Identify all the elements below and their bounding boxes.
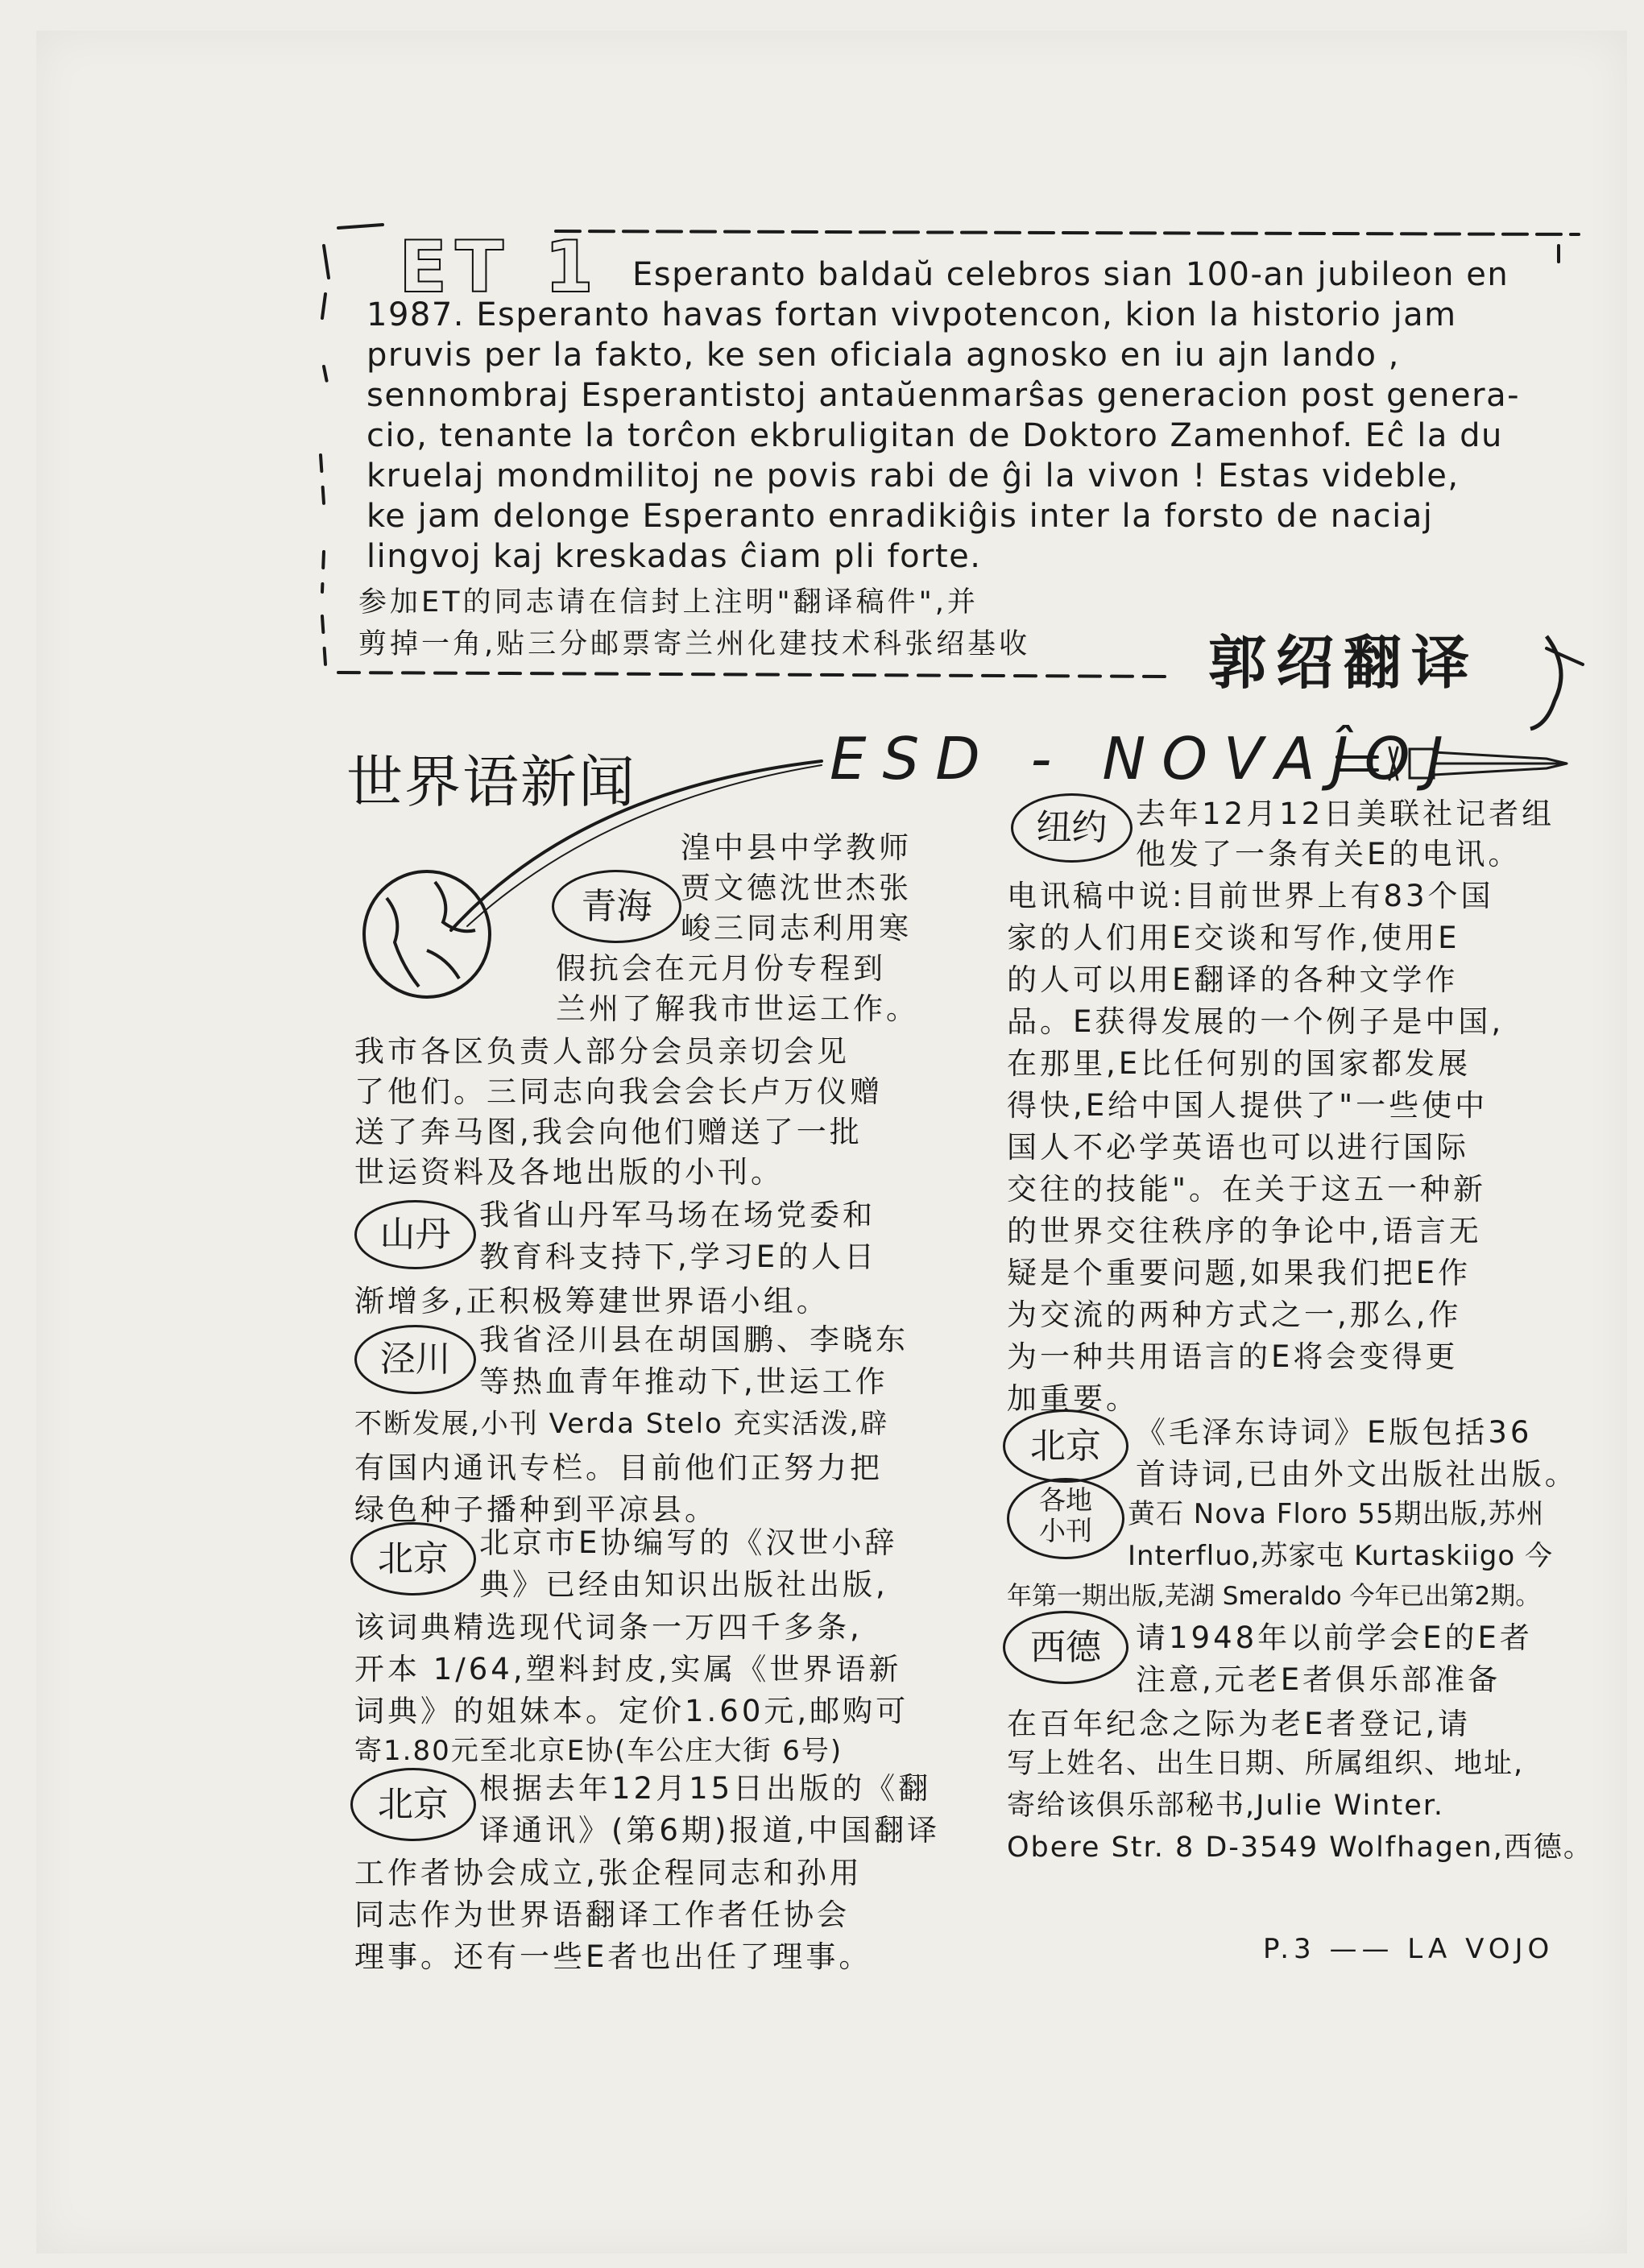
news-line: Obere Str. 8 D-3549 Wolfhagen,西德。: [1007, 1831, 1593, 1864]
news-line: 加重要。: [1007, 1381, 1139, 1416]
news-line: 有国内通讯专栏。目前他们正努力把: [354, 1451, 883, 1485]
news-line: 品。E获得发展的一个例子是中国,: [1007, 1004, 1505, 1039]
news-line: 写上姓名、出生日期、所属组织、地址,: [1007, 1748, 1525, 1780]
news-title-eo: ESD - NOVAĴOJ: [830, 725, 1460, 793]
et-text-line: cio, tenante la torĉon ekbruligitan de Doktoro Zamenhof. Eĉ la du: [366, 417, 1503, 454]
location-tag-beijing-3: 北京: [1003, 1409, 1128, 1483]
news-line: Interfluo,苏家屯 Kurtaskiigo 今: [1128, 1540, 1553, 1572]
location-tag-jingchuan: 泾川: [354, 1325, 476, 1394]
et-note-cn: 参加ET的同志请在信封上注明"翻译稿件",并: [358, 586, 979, 619]
et-note-cn: 剪掉一角,贴三分邮票寄兰州化建技术科张绍基收: [358, 628, 1031, 660]
news-line: 绿色种子播种到平凉县。: [354, 1492, 718, 1527]
news-line: 我省山丹军马场在场党委和: [479, 1198, 876, 1232]
news-line: 世运资料及各地出版的小刊。: [354, 1155, 784, 1190]
news-line: 北京市E协编写的《汉世小辞: [479, 1525, 898, 1560]
news-line: 假抗会在元月份专程到: [556, 951, 886, 986]
news-line: 渐增多,正积极筹建世界语小组。: [354, 1284, 830, 1318]
news-line: 等热血青年推动下,世运工作: [479, 1364, 888, 1399]
location-tag-shandan: 山丹: [354, 1200, 476, 1269]
et-title: ET 1: [399, 226, 603, 308]
et-text-line: ke jam delonge Esperanto enradikiĝis inter la forsto de naciaj: [366, 498, 1434, 535]
et-signature: 郭绍翻译: [1208, 629, 1480, 697]
news-line: 得快,E给中国人提供了"一些使中: [1007, 1088, 1489, 1123]
location-tag-qinghai: 青海: [552, 870, 681, 943]
news-line: 家的人们用E交谈和写作,使用E: [1007, 921, 1460, 955]
news-line: 国人不必学英语也可以进行国际: [1007, 1130, 1469, 1165]
location-tag-local-journals: [1007, 1478, 1124, 1559]
et-text-line: 1987. Esperanto havas fortan vivpotencon, kion la historio jam: [366, 296, 1457, 333]
news-line: 寄给该俱乐部秘书,Julie Winter.: [1007, 1790, 1445, 1822]
news-line: 贾文德沈世杰张: [681, 871, 912, 905]
location-tag-beijing-2: 北京: [350, 1768, 476, 1841]
news-line: 的世界交往秩序的争论中,语言无: [1007, 1214, 1482, 1248]
news-line: 送了奔马图,我会向他们赠送了一批: [354, 1115, 863, 1149]
news-line: 词典》的姐妹本。定价1.60元,邮购可: [354, 1694, 909, 1728]
news-line: 交往的技能"。在关于这五一种新: [1007, 1172, 1487, 1206]
tag-line-bottom: 小刊: [1039, 1515, 1092, 1546]
tag-line-top: 各地: [1039, 1484, 1092, 1516]
news-line: 在百年纪念之际为老E者登记,请: [1007, 1707, 1472, 1741]
news-line: 寄1.80元至北京E协(车公庄大街 6号): [354, 1735, 843, 1767]
globe-icon: [346, 854, 507, 1015]
news-line: 湟中县中学教师: [681, 830, 912, 865]
news-line: 为一种共用语言的E将会变得更: [1007, 1339, 1459, 1374]
et-text-line: sennombraj Esperantistoj antaŭenmarŝas generacion post genera-: [366, 377, 1521, 414]
news-line: 开本 1/64,塑料封皮,实属《世界语新: [354, 1652, 902, 1687]
et-text-line: Esperanto baldaŭ celebros sian 100-an jubileon en: [632, 256, 1509, 293]
news-line: 注意,元老E者俱乐部准备: [1136, 1662, 1501, 1697]
news-line: 工作者协会成立,张企程同志和孙用: [354, 1856, 863, 1890]
location-tag-beijing-1: 北京: [350, 1522, 476, 1595]
news-line: 理事。还有一些E者也出任了理事。: [354, 1939, 872, 1974]
location-tag-newyork: 纽约: [1011, 793, 1133, 863]
journal-name: LA VOJO: [1407, 1933, 1555, 1965]
news-line: 请1948年以前学会E的E者: [1136, 1620, 1533, 1655]
et-text-line: lingvoj kaj kreskadas ĉiam pli forte.: [366, 538, 982, 575]
location-tag-west-germany: 西德: [1003, 1611, 1128, 1684]
news-line: 了他们。三同志向我会会长卢万仪赠: [354, 1074, 883, 1109]
news-line: 《毛泽东诗词》E版包括36: [1136, 1415, 1533, 1450]
news-line: 该词典精选现代词条一万四千多条,: [354, 1610, 863, 1645]
news-line: 去年12月12日美联社记者组: [1136, 797, 1555, 831]
news-line: 我市各区负责人部分会员亲切会见: [354, 1034, 850, 1069]
news-line: 我省泾川县在胡国鹏、李晓东: [479, 1322, 909, 1357]
news-line: 的人可以用E翻译的各种文学作: [1007, 962, 1459, 997]
news-line: 译通讯》(第6期)报道,中国翻译: [479, 1813, 941, 1848]
news-line: 同志作为世界语翻译工作者任协会: [354, 1898, 850, 1932]
et-text-line: kruelaj mondmilitoj ne povis rabi de ĝi la vivon ! Estas videble,: [366, 457, 1460, 495]
news-line: 根据去年12月15日出版的《翻: [479, 1771, 932, 1806]
news-line: 教育科支持下,学习E的人日: [479, 1240, 878, 1274]
page-number: P.3: [1263, 1933, 1316, 1965]
news-line: 疑是个重要问题,如果我们把E作: [1007, 1256, 1472, 1290]
et-text-line: pruvis per la fakto, ke sen oficiala agnosko en iu ajn lando ,: [366, 337, 1400, 374]
news-line: 在那里,E比任何别的国家都发展: [1007, 1046, 1472, 1081]
news-title-cn: 世界语新闻: [346, 749, 636, 815]
news-line: 为交流的两种方式之一,那么,作: [1007, 1297, 1462, 1332]
news-line: 年第一期出版,芜湖 Smeraldo 今年已出第2期。: [1007, 1582, 1541, 1611]
news-line: 不断发展,小刊 Verda Stelo 充实活泼,辟: [354, 1408, 889, 1440]
page-footer: [1263, 1933, 1554, 1965]
signature-flourish: [1514, 620, 1587, 733]
news-line: 他发了一条有关E的电讯。: [1136, 837, 1522, 871]
news-line: 黄石 Nova Floro 55期出版,苏州: [1128, 1498, 1545, 1530]
news-line: 电讯稿中说:目前世界上有83个国: [1007, 879, 1494, 913]
news-line: 兰州了解我市世运工作。: [556, 991, 919, 1026]
news-line: 首诗词,已由外文出版社出版。: [1136, 1457, 1578, 1492]
footer-dash: ——: [1329, 1933, 1394, 1965]
news-line: 峻三同志利用寒: [681, 911, 912, 946]
news-line: 典》已经由知识出版社出版,: [479, 1567, 888, 1602]
